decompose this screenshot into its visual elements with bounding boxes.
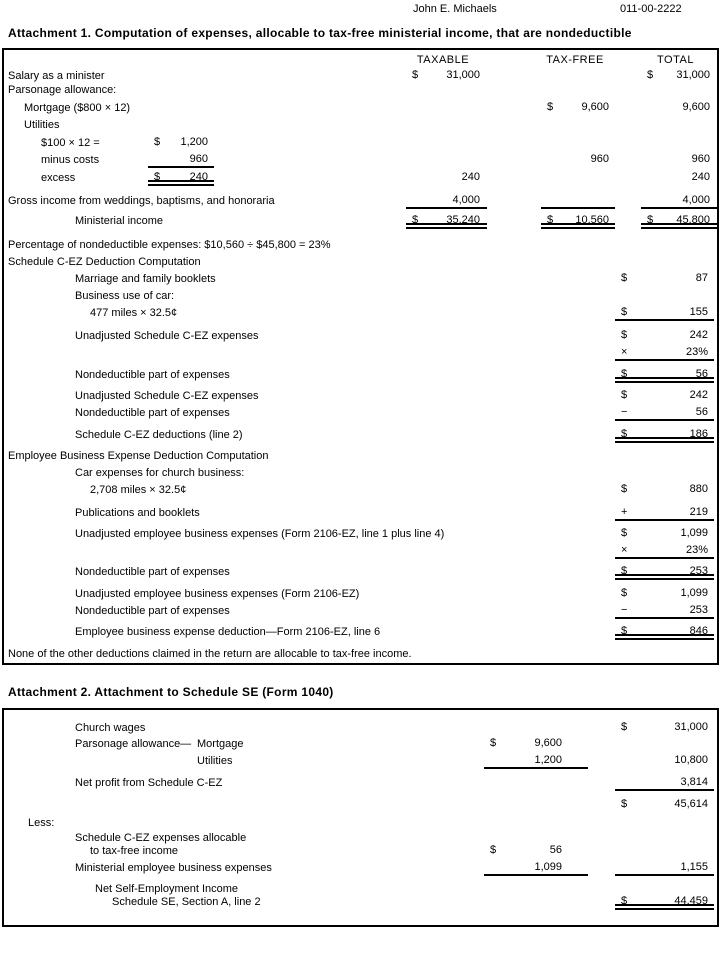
dollar-sign: $ — [154, 171, 161, 183]
row-label: Parsonage allowance: — [8, 84, 117, 96]
section-heading: Schedule C-EZ Deduction Computation — [8, 256, 201, 268]
amount: × 23% — [615, 345, 714, 361]
amount-taxfree: $ 10,560 — [541, 213, 615, 229]
amount-total: 960 — [691, 153, 710, 165]
amount: $ 45,614 — [621, 798, 708, 810]
row-label: Less: — [28, 817, 55, 829]
row-parsonage-utilities — [4, 754, 717, 770]
row-unadjusted-ebe — [4, 527, 717, 543]
amount-total: 240 — [691, 171, 710, 183]
dollar-sign: $ — [621, 721, 628, 733]
amount-taxable: 240 — [461, 171, 480, 183]
row-less — [4, 816, 717, 832]
row-label: Nondeductible part of expenses — [75, 566, 230, 578]
row-unadjusted-cez-expenses — [4, 329, 717, 345]
multiply-sign: × — [621, 346, 628, 358]
row-ebe-deduction — [4, 625, 717, 641]
dollar-sign: $ — [621, 587, 628, 599]
column-header-taxfree: TAX-FREE — [546, 54, 604, 66]
row-2708-miles — [4, 483, 717, 499]
amount: $ 44,459 — [615, 894, 714, 910]
section-heading: Employee Business Expense Deduction Computation — [8, 450, 269, 462]
row-label: Ministerial employee business expenses — [75, 862, 272, 874]
attachment2-table — [2, 708, 719, 927]
amount: $ 155 — [615, 305, 714, 321]
dollar-sign: $ — [621, 272, 628, 284]
dollar-sign: $ — [621, 527, 628, 539]
row-business-use-of-car — [4, 289, 717, 305]
dollar-sign: $ — [647, 69, 654, 81]
row-label: Gross income from weddings, baptisms, and honoraria — [8, 195, 275, 207]
row-label: Church wages — [75, 722, 146, 734]
dollar-sign: $ — [647, 214, 654, 226]
row-booklets — [4, 272, 717, 288]
row-label: Employee business expense deduction—Form 2106-EZ, line 6 — [75, 626, 381, 638]
rule-taxfree — [541, 193, 615, 209]
row-car-expenses — [4, 466, 717, 482]
row-label: Unadjusted Schedule C-EZ expenses — [75, 330, 259, 342]
row-times-percentage — [4, 346, 717, 362]
row-percentage-note — [4, 238, 717, 254]
attachment1-table — [2, 48, 719, 665]
row-nondeductible-part — [4, 368, 717, 384]
column-header-total: TOTAL — [657, 54, 694, 66]
dollar-sign: $ — [621, 798, 628, 810]
amount-total: 9,600 — [682, 101, 710, 113]
amount-sub: $ 1,200 — [154, 136, 208, 148]
row-times-percentage-2 — [4, 544, 717, 560]
amount-middle: 1,200 — [484, 753, 588, 769]
dollar-sign: $ — [621, 428, 628, 440]
row-label: Schedule SE, Section A, line 2 — [112, 896, 261, 908]
amount-taxable: $ 31,000 — [412, 69, 480, 81]
row-label: to tax-free income — [90, 845, 179, 857]
amount-middle: $ 56 — [490, 844, 562, 856]
amount: − 253 — [615, 603, 714, 619]
row-church-wages — [4, 721, 717, 737]
dollar-sign: $ — [621, 625, 628, 637]
amount: $ 253 — [615, 564, 714, 580]
row-label: Unadjusted Schedule C-EZ expenses — [75, 390, 259, 402]
row-cez-heading — [4, 255, 717, 271]
amount: 10,800 — [674, 754, 708, 766]
row-nondeductible-part-minus — [4, 406, 717, 422]
amount: $ 880 — [621, 483, 708, 495]
column-header-taxable: TAXABLE — [416, 54, 470, 66]
dollar-sign: $ — [621, 389, 628, 401]
amount: × 23% — [615, 543, 714, 559]
amount-sub: 960 — [148, 152, 214, 168]
row-label: Unadjusted employee business expenses (Form 2106-EZ, line 1 plus line 4) — [75, 528, 445, 540]
row-label: Schedule C-EZ deductions (line 2) — [75, 429, 243, 441]
row-label: Net Self-Employment Income — [95, 883, 239, 895]
dollar-sign: $ — [621, 306, 628, 318]
amount: $ 1,099 — [621, 587, 708, 599]
row-parsonage-mortgage — [4, 737, 717, 753]
row-utilities — [4, 118, 717, 134]
dollar-sign: $ — [547, 101, 554, 113]
dollar-sign: $ — [412, 214, 419, 226]
minus-sign: − — [621, 406, 628, 418]
dollar-sign: $ — [621, 329, 628, 341]
attachment1-title: Attachment 1. Computation of expenses, allocable to tax-free ministerial income, that are nondeductible — [8, 26, 632, 40]
amount: 3,814 — [615, 775, 714, 791]
row-label: minus costs — [41, 154, 100, 166]
row-footnote — [4, 647, 717, 663]
row-gross-income — [4, 194, 717, 210]
row-ministerial-income — [4, 214, 717, 230]
row-label: Nondeductible part of expenses — [75, 605, 230, 617]
row-subtotal — [4, 798, 717, 814]
dollar-sign: $ — [490, 737, 497, 749]
row-label: Marriage and family booklets — [75, 273, 216, 285]
amount-sub: $ 240 — [148, 170, 214, 186]
row-utilities-rent — [4, 136, 717, 152]
row-mortgage — [4, 101, 717, 117]
attachment2-title: Attachment 2. Attachment to Schedule SE (Form 1040) — [8, 685, 334, 699]
amount-total: $ 31,000 — [647, 69, 710, 81]
amount-taxfree: $ 9,600 — [547, 101, 609, 113]
dollar-sign: $ — [412, 69, 419, 81]
row-unadjusted-cez-expenses-2 — [4, 389, 717, 405]
amount: 1,155 — [615, 860, 714, 876]
row-excess — [4, 171, 717, 187]
row-unadjusted-ebe-2 — [4, 587, 717, 603]
dollar-sign: $ — [547, 214, 554, 226]
row-label: excess — [41, 172, 76, 184]
row-cez-allocable-2 — [4, 844, 717, 860]
row-cez-deductions — [4, 428, 717, 444]
row-nondeductible-part-minus-2 — [4, 604, 717, 620]
plus-sign: + — [621, 506, 628, 518]
amount-total: 4,000 — [641, 193, 717, 209]
amount: $ 242 — [621, 389, 708, 401]
row-label: Car expenses for church business: — [75, 467, 245, 479]
row-label: Ministerial income — [75, 215, 164, 227]
row-label: Business use of car: — [75, 290, 175, 302]
dollar-sign: $ — [621, 483, 628, 495]
dollar-sign: $ — [621, 368, 628, 380]
amount: $ 186 — [615, 427, 714, 443]
row-minus-costs — [4, 153, 717, 169]
row-label: 477 miles × 32.5¢ — [90, 307, 178, 319]
amount-total: $ 45,800 — [641, 213, 717, 229]
row-label: Utilities — [24, 119, 60, 131]
amount-taxable: $ 35,240 — [406, 213, 487, 229]
row-net-profit — [4, 776, 717, 792]
amount-middle: 1,099 — [484, 860, 588, 876]
row-label: $100 × 12 = — [41, 137, 100, 149]
multiply-sign: × — [621, 544, 628, 556]
amount-taxable: 4,000 — [406, 193, 487, 209]
row-label: Nondeductible part of expenses — [75, 369, 230, 381]
row-label: Nondeductible part of expenses — [75, 407, 230, 419]
amount: + 219 — [615, 505, 714, 521]
row-parsonage-allowance — [4, 83, 717, 99]
row-label: Publications and booklets — [75, 507, 200, 519]
amount: $ 87 — [621, 272, 708, 284]
amount: $ 1,099 — [621, 527, 708, 539]
dollar-sign: $ — [490, 844, 497, 856]
row-label: Net profit from Schedule C-EZ — [75, 777, 223, 789]
amount: $ 846 — [615, 624, 714, 640]
dollar-sign: $ — [621, 565, 628, 577]
dollar-sign: $ — [154, 136, 161, 148]
row-publications — [4, 506, 717, 522]
row-nondeductible-part-2 — [4, 565, 717, 581]
row-label: Schedule C-EZ expenses allocable — [75, 832, 247, 844]
taxpayer-ssn: 011-00-2222 — [620, 3, 682, 15]
row-label: Parsonage allowance— — [75, 738, 192, 750]
row-ministerial-ebe — [4, 861, 717, 877]
amount: $ 242 — [621, 329, 708, 341]
row-label: Mortgage ($800 × 12) — [24, 102, 131, 114]
row-label: Salary as a minister — [8, 70, 105, 82]
amount: − 56 — [615, 405, 714, 421]
dollar-sign: $ — [621, 895, 628, 907]
row-label: 2,708 miles × 32.5¢ — [90, 484, 187, 496]
row-sublabel: Mortgage — [197, 738, 244, 750]
amount: $ 56 — [615, 367, 714, 383]
footnote-text: None of the other deductions claimed in the return are allocable to tax-free income. — [8, 648, 412, 660]
row-477-miles — [4, 306, 717, 322]
amount-middle: $ 9,600 — [490, 737, 562, 749]
amount: $ 31,000 — [621, 721, 708, 733]
minus-sign: − — [621, 604, 628, 616]
row-sublabel: Utilities — [197, 755, 233, 767]
amount-taxfree: 960 — [590, 153, 609, 165]
row-net-se-income-2 — [4, 895, 717, 911]
column-header-row — [4, 54, 717, 70]
row-label: Unadjusted employee business expenses (Form 2106-EZ) — [75, 588, 360, 600]
row-ebe-heading — [4, 449, 717, 465]
taxpayer-name: John E. Michaels — [413, 3, 497, 15]
row-label: Percentage of nondeductible expenses: $10,560 ÷ $45,800 = 23% — [8, 239, 331, 251]
